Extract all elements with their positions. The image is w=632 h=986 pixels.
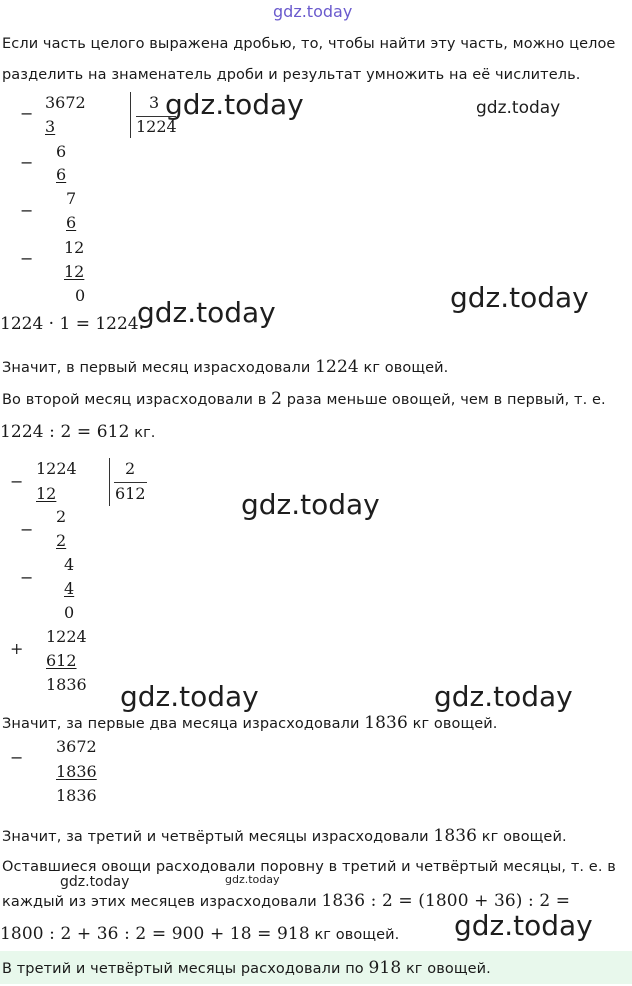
step-value: 12 [64, 238, 85, 257]
minus-sign: − [20, 520, 34, 539]
answer-sentence: В третий и четвёртый месяцы расходовали по 918 кг овощей. [2, 958, 491, 978]
watermark: gdz.today [476, 98, 561, 118]
step-value: 2 [56, 531, 67, 550]
watermark: gdz.today [434, 680, 573, 713]
minus-sign: − [20, 201, 34, 220]
minus-sign: − [20, 104, 34, 123]
plus-sign: + [10, 639, 24, 658]
quotient: 1224 [136, 117, 177, 136]
step-value: 4 [64, 579, 75, 598]
watermark: gdz.today [450, 281, 589, 314]
step-value: 6 [66, 213, 77, 232]
step-value: 12 [64, 262, 85, 281]
step-value: 7 [66, 189, 77, 208]
month2-calc: 1224 : 2 = 612 кг. [0, 422, 156, 442]
division-bar [109, 458, 110, 506]
watermark: gdz.today [241, 488, 380, 521]
watermark: gdz.today [120, 680, 259, 713]
watermark: gdz.today [60, 874, 130, 890]
addend: 612 [46, 651, 77, 670]
answer-value: 918 [368, 958, 402, 978]
equal-line-1: Оставшиеся овощи расходовали поровну в третий и четвёртый месяцы, т. е. в [2, 859, 616, 875]
minus-sign: − [20, 249, 34, 268]
month1-value: 1224 [315, 357, 359, 377]
month2-value: 2 [271, 389, 282, 409]
month1-sentence: Значит, в первый месяц израсходовали 1224 кг овощей. [2, 357, 449, 377]
watermark-top: gdz.today [273, 2, 353, 21]
watermark: gdz.today [137, 296, 276, 329]
remainder: 0 [75, 286, 86, 305]
step-value: 3 [45, 117, 56, 136]
step-value: 6 [56, 165, 67, 184]
quotient: 612 [115, 484, 146, 503]
watermark: gdz.today [225, 873, 280, 886]
step-value: 2 [56, 507, 67, 526]
intro-line-1: Если часть целого выражена дробью, то, чтобы найти эту часть, можно целое [2, 36, 616, 52]
step-value: 12 [36, 484, 57, 503]
equal-line-2: каждый из этих месяцев израсходовали 1836 : 2 = (1800 + 36) : 2 = [2, 891, 571, 911]
minuend: 3672 [56, 737, 97, 756]
step-value: 4 [64, 555, 75, 574]
intro-line-2: разделить на знаменатель дроби и результат умножить на её числитель. [2, 67, 581, 83]
watermark: gdz.today [454, 909, 593, 942]
addend: 1224 [46, 627, 87, 646]
dividend: 1224 [36, 459, 77, 478]
minus-sign: − [20, 153, 34, 172]
watermark: gdz.today [165, 88, 304, 121]
difference: 1836 [56, 786, 97, 805]
divisor: 2 [125, 459, 136, 478]
dividend: 3672 [45, 93, 86, 112]
minus-sign: − [10, 472, 24, 491]
division-bar [130, 92, 131, 138]
subtrahend: 1836 [56, 762, 97, 781]
minus-sign: − [10, 748, 24, 767]
equal-line-3: 1800 : 2 + 36 : 2 = 900 + 18 = 918 кг овощей. [0, 924, 400, 944]
divisor-line [114, 482, 147, 483]
step-value: 6 [56, 142, 67, 161]
remainder: 0 [64, 603, 75, 622]
third-fourth-sentence: Значит, за третий и четвёртый месяцы израсходовали 1836 кг овощей. [2, 826, 567, 846]
multiplication: 1224 · 1 = 1224. [0, 314, 145, 334]
sum: 1836 [46, 675, 87, 694]
divisor: 3 [149, 93, 160, 112]
minus-sign: − [20, 568, 34, 587]
two-months-sentence: Значит, за первые два месяца израсходовали 1836 кг овощей. [2, 713, 498, 733]
month2-sentence: Во второй месяц израсходовали в 2 раза меньше овощей, чем в первый, т. е. [2, 389, 606, 409]
